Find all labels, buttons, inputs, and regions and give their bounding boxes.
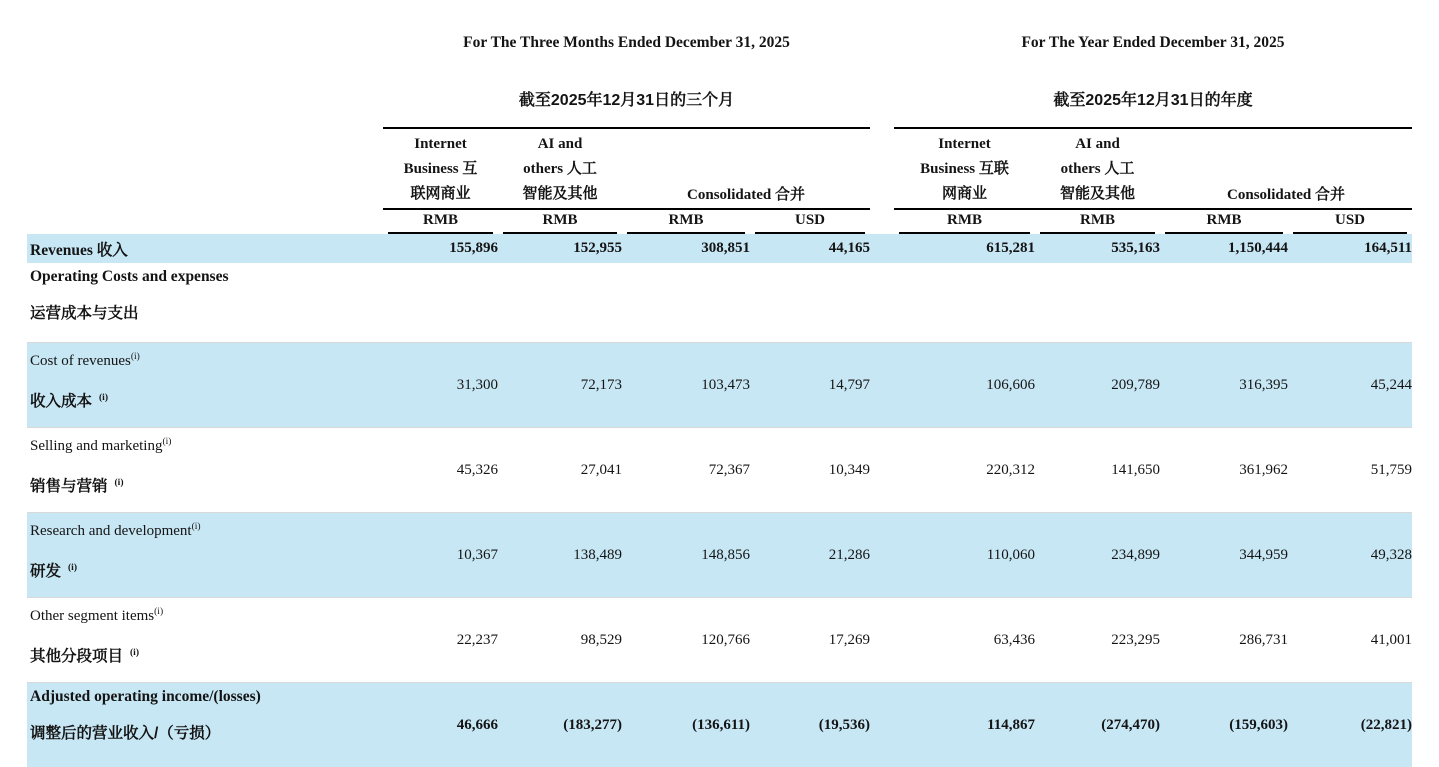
value-cell: 45,326: [456, 461, 498, 478]
value-cell: 141,650: [1111, 461, 1160, 478]
value-cell: 209,789: [1111, 376, 1160, 393]
row-label-en: [30, 432, 383, 456]
value-cell: 22,237: [456, 631, 498, 648]
period-header-fy-zh: 截至2025年12月31日的年度: [1053, 92, 1253, 109]
value-cell: 316,395: [1239, 376, 1288, 393]
value-cell: 21,286: [828, 546, 870, 563]
label-text: 其他分段项目: [30, 648, 124, 666]
row-revenues: [27, 234, 1412, 263]
spacer: [870, 210, 894, 234]
report-table: [27, 0, 1412, 767]
value-cell: 17,269: [828, 631, 870, 648]
column-header-consolidated-3m: Consolidated 合并: [687, 187, 805, 203]
row-selling-marketing: [27, 427, 1412, 512]
value-cell: (136,611): [692, 716, 750, 733]
currency-header: RMB: [899, 210, 1030, 234]
footnote-marker: (i): [162, 437, 172, 447]
row-label: [27, 598, 383, 682]
header-line: AI and: [1075, 136, 1120, 152]
header-line: 联网商业: [410, 186, 471, 202]
row-cost-of-revenues: [27, 342, 1412, 427]
value-cell: (22,821): [1360, 716, 1412, 733]
row-label-zh: [30, 472, 383, 498]
row-other-segment-items: [27, 597, 1412, 682]
header-line: Internet: [414, 136, 467, 152]
row-label-zh: 运营成本与支出: [30, 305, 139, 322]
value-cell: 49,328: [1370, 546, 1412, 563]
value-cell: (274,470): [1101, 716, 1160, 733]
currency-header: RMB: [1165, 210, 1283, 234]
value-cell: 72,367: [708, 461, 750, 478]
value-cell: 155,896: [449, 240, 498, 256]
footnote-marker: (i): [130, 648, 139, 658]
value-cell: 46,666: [456, 716, 498, 733]
period-header-3m: For The Three Months Ended December 31, 2025: [463, 34, 790, 51]
value-cell: 10,349: [828, 461, 870, 478]
value-cell: 10,367: [456, 546, 498, 563]
row-label-en: Adjusted operating income/(losses): [30, 688, 261, 705]
value-cell: 44,165: [828, 240, 870, 256]
spacer: [870, 234, 894, 263]
column-header-ai-others-fy: [1035, 132, 1160, 208]
label-text: Research and development: [30, 523, 192, 539]
value-cell: 14,797: [828, 376, 870, 393]
row-label-zh: [30, 387, 383, 413]
value-cell: 615,281: [986, 240, 1035, 256]
row-label: [27, 428, 383, 512]
value-cell: 223,295: [1111, 631, 1160, 648]
value-cell: 31,300: [456, 376, 498, 393]
value-cell: 220,312: [986, 461, 1035, 478]
spacer: [870, 513, 894, 597]
column-header-internet-business-fy: [894, 132, 1035, 208]
value-cell: 110,060: [986, 546, 1035, 563]
footnote-marker: (i): [114, 478, 124, 488]
header-line: 网商业: [941, 186, 987, 202]
value-cell: 27,041: [580, 461, 622, 478]
segment-headers-3m: [383, 127, 870, 210]
period-header-3m-zh: 截至2025年12月31日的三个月: [518, 92, 735, 109]
currency-header: RMB: [503, 210, 617, 234]
row-label-zh: 调整后的营业收入/（亏损）: [30, 725, 221, 742]
column-header-consolidated-fy: Consolidated 合并: [1227, 187, 1345, 203]
label-text: Other segment items: [30, 608, 155, 624]
row-label-zh: [30, 557, 383, 583]
column-header-internet-business-3m: [383, 132, 498, 208]
value-cell: 344,959: [1239, 546, 1288, 563]
value-cell: 308,851: [701, 240, 750, 256]
label-text: 研发: [30, 563, 62, 581]
value-cell: 1,150,444: [1228, 240, 1288, 256]
segment-headers-fy: [894, 127, 1412, 210]
value-cell: 361,962: [1239, 461, 1288, 478]
currency-header: USD: [755, 210, 865, 234]
row-label-zh: [30, 642, 383, 668]
footnote-marker: (i): [154, 607, 164, 617]
label-text: Cost of revenues: [30, 353, 131, 369]
spacer: [27, 210, 383, 234]
value-cell: 106,606: [986, 376, 1035, 393]
label-text: 收入成本: [30, 393, 93, 411]
row-label-en: [30, 347, 383, 371]
segment-column-headers: [27, 127, 1412, 210]
row-label: Revenues 收入: [30, 241, 128, 259]
header-line: others 人工: [523, 161, 597, 177]
spacer: [870, 343, 894, 427]
row-label-en: [30, 602, 383, 626]
value-cell: 152,955: [573, 240, 622, 256]
value-cell: 120,766: [701, 631, 750, 648]
currency-header: RMB: [1040, 210, 1155, 234]
value-cell: 148,856: [701, 546, 750, 563]
header-line: AI and: [537, 136, 583, 152]
footnote-marker: (i): [191, 522, 201, 532]
spacer: [870, 683, 894, 767]
currency-header-row: [27, 210, 1412, 234]
header-line: Internet: [938, 136, 991, 152]
currency-header: RMB: [627, 210, 745, 234]
value-cell: 234,899: [1111, 546, 1160, 563]
value-cell: (183,277): [563, 716, 622, 733]
row-label-en: Operating Costs and expenses: [30, 268, 229, 285]
footnote-marker: (i): [99, 393, 108, 403]
value-cell: 45,244: [1370, 376, 1412, 393]
currency-header: USD: [1293, 210, 1407, 234]
value-cell: 51,759: [1370, 461, 1412, 478]
row-label: [27, 513, 383, 597]
header-line: others 人工: [1060, 161, 1135, 177]
currency-header: RMB: [388, 210, 493, 234]
value-cell: 98,529: [580, 631, 622, 648]
period-titles-en: [27, 30, 1412, 70]
label-text: Selling and marketing: [30, 438, 163, 454]
row-operating-costs-header: [27, 263, 1412, 342]
value-cell: (159,603): [1229, 716, 1288, 733]
row-label: [27, 683, 383, 767]
period-titles-zh: [27, 70, 1412, 127]
row-adjusted-operating-income: [27, 682, 1412, 767]
row-label: [27, 263, 383, 342]
value-cell: 114,867: [987, 716, 1035, 733]
value-cell: 138,489: [573, 546, 622, 563]
column-header-ai-others-3m: [498, 132, 622, 208]
footnote-marker: (i): [68, 563, 77, 573]
row-label-en: [30, 517, 383, 541]
value-cell: 535,163: [1111, 240, 1160, 256]
header-line: Business 互联: [920, 161, 1009, 177]
value-cell: (19,536): [818, 716, 870, 733]
value-cell: 164,511: [1364, 240, 1412, 256]
header-line: Business 互: [403, 161, 478, 177]
period-header-fy: For The Year Ended December 31, 2025: [1021, 34, 1285, 51]
spacer: [870, 428, 894, 512]
value-cell: 63,436: [993, 631, 1035, 648]
row-label: [27, 343, 383, 427]
value-cell: 103,473: [701, 376, 750, 393]
value-cell: 286,731: [1239, 631, 1288, 648]
header-line: 智能及其他: [1059, 186, 1135, 202]
header-line: 智能及其他: [522, 186, 598, 202]
value-cell: 41,001: [1370, 631, 1412, 648]
spacer: [870, 598, 894, 682]
value-cell: 72,173: [580, 376, 622, 393]
footnote-marker: (i): [130, 352, 140, 362]
label-text: 销售与营销: [30, 478, 108, 496]
row-research-development: [27, 512, 1412, 597]
